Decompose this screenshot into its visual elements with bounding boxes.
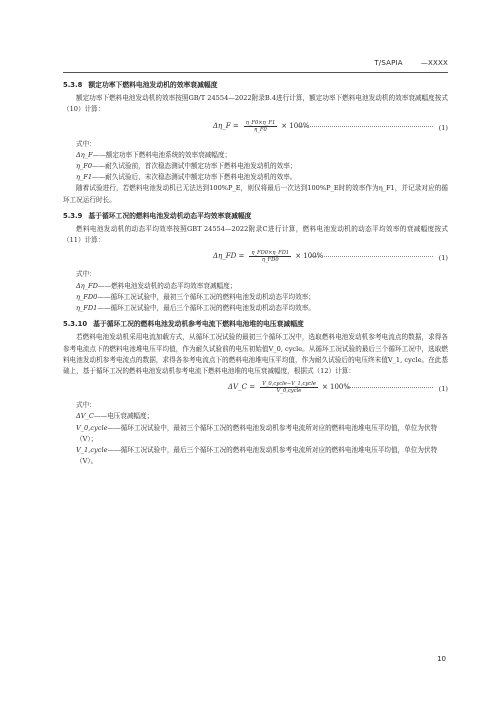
leader-dots xyxy=(348,387,433,388)
equation-fraction xyxy=(244,120,278,133)
fraction-denominator: V_0,cycle xyxy=(276,388,302,395)
equation-efficiency xyxy=(63,118,448,136)
definition-symbol: η_F0 xyxy=(76,162,93,171)
document-body xyxy=(63,78,448,467)
section-heading-5-3-9 xyxy=(63,211,448,222)
fraction-denominator: η_FD0 xyxy=(261,257,279,264)
equation-number: (1) xyxy=(438,123,448,132)
equation-lhs: ΔV_C = xyxy=(228,383,256,392)
section-title: 基于循环工况的燃料电池发动机动态平均效率衰减幅度 xyxy=(88,211,252,220)
definition-text: ——额定功率下燃料电池系统的效率衰减幅度； xyxy=(92,150,232,159)
section-note: 随着试验进行，若燃料电池发动机已无法达到100%P_E，则仅将最后一次达到100%P_E时的效率作为η_F1，并记录对应的循环工况运行时长。 xyxy=(63,184,448,204)
definition-symbol: V_1,cycle xyxy=(76,446,108,455)
definition-text: ——燃料电池发动机的动态平均效率衰减幅度； xyxy=(97,281,237,290)
section-intro: 额定功率下燃料电池发动机的效率按照GB/T 24554—2022附录B.4进行计算，额定功率下燃料电池发动机的效率衰减幅度按式（10）计算： xyxy=(63,94,448,114)
equation-dynamic-efficiency xyxy=(63,248,448,266)
header-org: T/SAPIA xyxy=(374,59,403,67)
definition-symbol: ΔV_C xyxy=(76,412,94,421)
definition-text: ——循环工况试验中，最初三个循环工况的燃料电池发动机参考电流所对应的燃料电池堆电压平均值，单位为伏特（V）； xyxy=(76,423,438,443)
fraction-numerator: η_FD0×η_FD1 xyxy=(251,250,290,257)
leader-dots xyxy=(297,126,433,127)
section-title: 基于循环工况的燃料电池发动机参考电流下燃料电池堆的电压衰减幅度 xyxy=(93,320,304,329)
leader-dots xyxy=(308,256,433,257)
equation-fraction xyxy=(249,250,291,263)
equation-percent: × 100% xyxy=(295,252,324,261)
definition-symbol: η_FD1 xyxy=(76,304,98,313)
where-label: 式中： xyxy=(76,139,96,148)
definition-text: ——循环工况试验中，最后三个循环工况的燃料电池发动机参考电流所对应的燃料电池堆电压平均值，单位为伏特（V）。 xyxy=(76,446,438,466)
definition-text: ——循环工况试验中，最初三个循环工况的燃料电池发动机动态平均效率； xyxy=(97,292,315,301)
header-divider xyxy=(63,72,448,73)
section-heading-5-3-10 xyxy=(63,319,448,330)
equation-number: (1) xyxy=(438,385,448,394)
definition-item xyxy=(76,292,448,303)
equation-lhs: Δη_FD = xyxy=(213,252,245,261)
definition-text: ——耐久试验后，末次稳态测试中额定功率下燃料电池发动机的效率。 xyxy=(92,173,297,182)
section-number: 5.3.10 xyxy=(63,320,88,329)
fraction-denominator: η_F0 xyxy=(254,126,267,133)
equation-fraction xyxy=(260,381,318,394)
section-intro: 燃料电池发动机的动态平均效率按照GBT 24554—2022附录C进行计算，燃料电池发动机的动态平均效率的衰减幅度按式（11）计算： xyxy=(63,225,448,245)
equation-voltage xyxy=(63,379,448,397)
definition-item xyxy=(76,172,448,183)
definition-item xyxy=(76,445,448,467)
section-number: 5.3.9 xyxy=(63,211,83,220)
definition-text: ——循环工况试验中，最后三个循环工况的燃料电池发动机动态平均效率。 xyxy=(97,304,315,313)
section-intro: 若燃料电池发动机采用电流加载方式，从循环工况试验的最初三个循环工况中，选取燃料电池发动机参考电流点的数据，求得各参考电流点下的燃料电池堆电压平均值，作为耐久试验前的电压初始值V_0, cycle。从循环工况试验的最后三个循环工况中，选取燃料电池发动机参考电流点的数据，求得各参考电流点下的燃料电池堆电压平均值，作为耐久试验后的电压终末值V_1, cycle。在此基础上，基于循环工况的燃料电池发动机参考电流下燃料电池堆的电压衰减幅度，根据式（12）计算： xyxy=(63,333,448,376)
definition-symbol: V_0,cycle xyxy=(76,423,108,432)
section-title: 额定功率下燃料电池发动机的效率衰减幅度 xyxy=(88,81,218,89)
fraction-numerator: V_0,cycle−V_1,cycle xyxy=(262,381,316,388)
definition-text: ——电压衰减幅度； xyxy=(93,412,154,421)
equation-number: (1) xyxy=(438,254,448,263)
definition-item xyxy=(76,150,448,161)
where-label: 式中： xyxy=(76,401,96,410)
definition-item xyxy=(76,411,448,422)
definition-item xyxy=(76,161,448,172)
definition-text: ——耐久试验前，首次稳态测试中额定功率下燃料电池发动机的效率； xyxy=(92,162,297,171)
section-heading-5-3-8 xyxy=(63,80,448,91)
where-label: 式中： xyxy=(76,270,96,279)
definition-symbol: Δη_FD xyxy=(76,281,98,290)
definition-symbol: η_F1 xyxy=(76,173,93,182)
definition-item xyxy=(76,303,448,314)
definition-item xyxy=(76,281,448,292)
section-number: 5.3.8 xyxy=(63,81,83,89)
equation-percent: × 100% xyxy=(321,383,351,392)
page-header xyxy=(356,59,448,67)
equation-lhs: Δη_F = xyxy=(213,121,239,130)
definition-item xyxy=(76,423,448,445)
definition-symbol: Δη_F xyxy=(76,150,93,159)
page-number: 10 xyxy=(437,655,446,663)
definition-symbol: η_FD0 xyxy=(76,292,98,301)
fraction-numerator: η_F0×η_F1 xyxy=(245,119,276,126)
equation-percent: × 100% xyxy=(281,121,310,130)
header-code: —XXXX xyxy=(420,59,448,67)
